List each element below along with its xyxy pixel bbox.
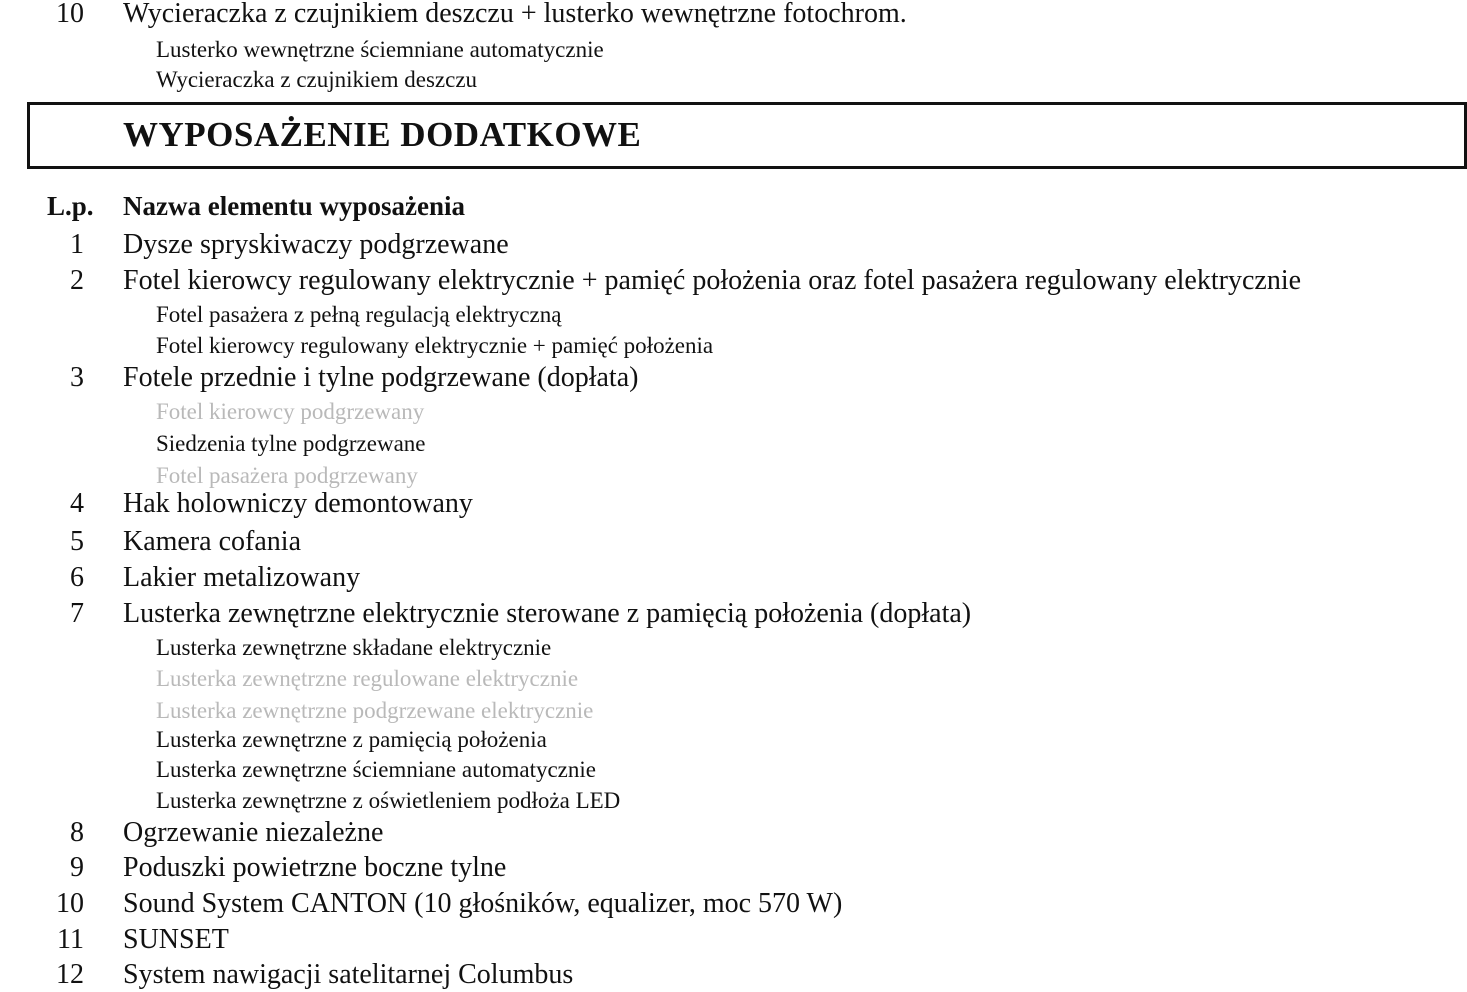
sub-item-dimmed: Lusterka zewnętrzne podgrzewane elektrycznie [156, 698, 594, 723]
sub-item: Lusterka zewnętrzne z oświetleniem podłoża LED [156, 788, 621, 813]
list-item [0, 361, 1440, 395]
list-item [0, 816, 1440, 850]
column-header-lp: L.p. [47, 191, 94, 221]
list-item [0, 487, 1440, 521]
item-label: Poduszki powietrzne boczne tylne [123, 852, 507, 883]
item-label: Hak holowniczy demontowany [123, 488, 473, 519]
item-number: 7 [70, 598, 84, 629]
list-item [0, 851, 1440, 885]
item-label: SUNSET [123, 924, 229, 955]
item-label: Wycieraczka z czujnikiem deszczu + lusterko wewnętrzne fotochrom. [123, 0, 907, 29]
list-item [0, 228, 1440, 262]
item-number: 6 [70, 562, 84, 593]
item-number: 12 [56, 959, 84, 990]
section-title: WYPOSAŻENIE DODATKOWE [123, 115, 642, 154]
list-item [0, 597, 1440, 631]
sub-item-dimmed: Lusterka zewnętrzne regulowane elektrycznie [156, 666, 579, 691]
sub-item: Lusterko wewnętrzne ściemniane automatycznie [156, 37, 604, 62]
item-label: Kamera cofania [123, 526, 301, 557]
sub-item: Lusterka zewnętrzne składane elektrycznie [156, 635, 552, 660]
item-number: 3 [70, 362, 84, 393]
item-number: 5 [70, 526, 84, 557]
item-number: 2 [70, 265, 84, 296]
item-number: 10 [56, 888, 84, 919]
sub-item: Fotel kierowcy regulowany elektrycznie + pamięć położenia [156, 333, 714, 358]
sub-item: Lusterka zewnętrzne z pamięcią położenia [156, 727, 547, 752]
list-item [0, 887, 1440, 921]
item-number: 1 [70, 229, 84, 260]
item-label: Dysze spryskiwaczy podgrzewane [123, 229, 509, 260]
sub-item: Lusterka zewnętrzne ściemniane automatycznie [156, 757, 596, 782]
sub-item: Fotel pasażera z pełną regulacją elektryczną [156, 302, 562, 327]
list-item [0, 958, 1440, 990]
item-label: Lakier metalizowany [123, 562, 361, 593]
item-label: Lusterka zewnętrzne elektrycznie sterowane z pamięcią położenia (dopłata) [123, 598, 972, 629]
item-number: 8 [70, 817, 84, 848]
sub-item: Wycieraczka z czujnikiem deszczu [156, 67, 478, 92]
item-number: 10 [56, 0, 84, 29]
list-item [0, 923, 1440, 957]
list-item [0, 561, 1440, 595]
list-item [0, 525, 1440, 559]
sub-item-dimmed: Fotel kierowcy podgrzewany [156, 399, 425, 424]
item-label: System nawigacji satelitarnej Columbus [123, 959, 574, 990]
item-label: Fotel kierowcy regulowany elektrycznie + pamięć położenia oraz fotel pasażera regulowany elektrycznie [123, 265, 1302, 296]
item-label: Fotele przednie i tylne podgrzewane (dopłata) [123, 362, 639, 393]
item-number: 9 [70, 852, 84, 883]
sub-item: Siedzenia tylne podgrzewane [156, 431, 426, 456]
item-number: 11 [57, 924, 84, 955]
sub-item-dimmed: Fotel pasażera podgrzewany [156, 463, 418, 488]
item-label: Ogrzewanie niezależne [123, 817, 384, 848]
item-number: 4 [70, 488, 84, 519]
list-item [0, 264, 1440, 298]
item-label: Sound System CANTON (10 głośników, equalizer, moc 570 W) [123, 888, 843, 919]
list-item [0, 0, 1440, 31]
column-header-name: Nazwa elementu wyposażenia [123, 191, 465, 221]
